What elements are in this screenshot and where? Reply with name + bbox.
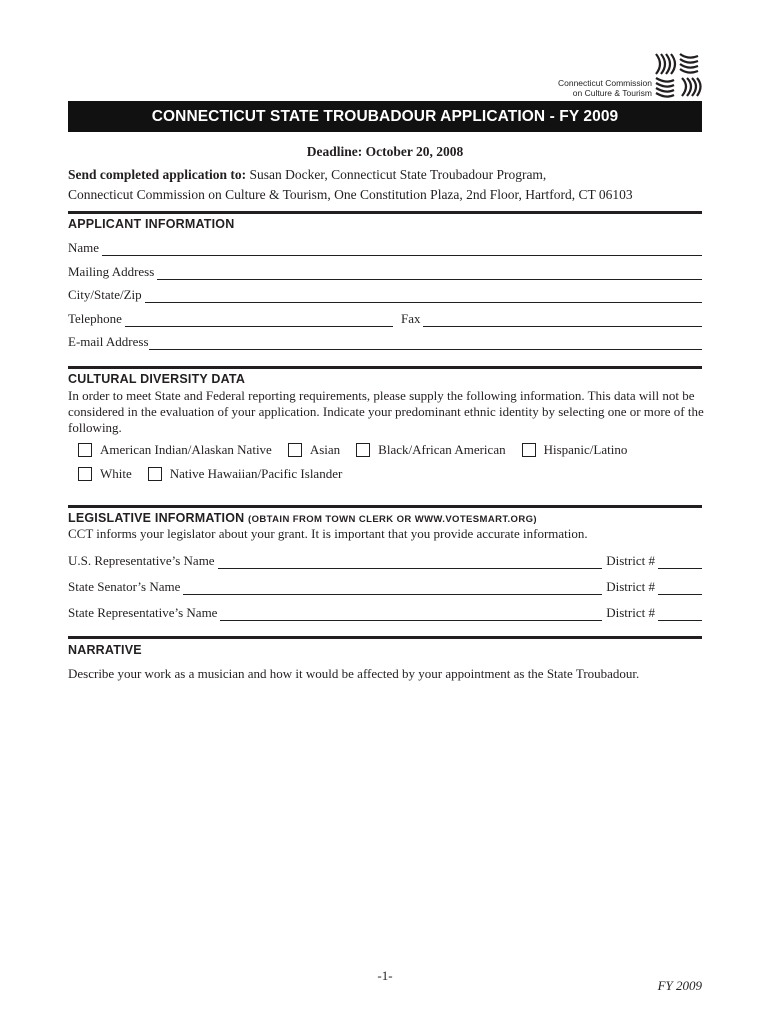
city-label: City/State/Zip xyxy=(68,287,142,302)
senator-label: State Senator’s Name xyxy=(68,579,181,594)
us-representative-row xyxy=(68,551,702,569)
option-label: American Indian/Alaskan Native xyxy=(100,442,272,457)
district-label: District # xyxy=(606,553,655,568)
section-divider xyxy=(68,505,702,508)
legislative-subtitle: (OBTAIN FROM TOWN CLERK OR WWW.VOTESMART.ORG) xyxy=(248,514,537,525)
checkbox[interactable] xyxy=(148,467,162,481)
checkbox[interactable] xyxy=(78,467,92,481)
page-title: CONNECTICUT STATE TROUBADOUR APPLICATION - FY 2009 xyxy=(68,101,702,132)
page-number: -1- xyxy=(377,968,393,983)
district-label: District # xyxy=(606,579,655,594)
option-native-hawaiian[interactable] xyxy=(148,466,343,482)
state-rep-line[interactable] xyxy=(220,608,602,621)
send-label: Send completed application to: xyxy=(68,167,247,182)
fax-label: Fax xyxy=(400,311,421,326)
option-asian[interactable] xyxy=(288,442,340,458)
section-divider xyxy=(68,211,702,214)
deadline: Deadline: October 20, 2008 xyxy=(306,144,464,159)
city-line[interactable] xyxy=(145,290,702,303)
option-white[interactable] xyxy=(78,466,132,482)
diversity-heading: CULTURAL DIVERSITY DATA xyxy=(68,372,246,386)
telephone-fax-row xyxy=(68,309,702,327)
option-hispanic[interactable] xyxy=(522,442,628,458)
send-line-1: Susan Docker, Connecticut State Troubadour Program, xyxy=(249,167,547,182)
us-rep-line[interactable] xyxy=(218,556,603,569)
name-field[interactable] xyxy=(68,238,702,256)
us-rep-label: U.S. Representative’s Name xyxy=(68,553,215,568)
option-label: Black/African American xyxy=(378,442,506,457)
mailing-address-field[interactable] xyxy=(68,262,702,280)
section-divider xyxy=(68,366,702,369)
ethnicity-row-1 xyxy=(78,442,643,458)
district-line[interactable] xyxy=(658,608,702,621)
state-rep-label: State Representative’s Name xyxy=(68,605,218,620)
telephone-line[interactable] xyxy=(125,314,393,327)
telephone-label: Telephone xyxy=(68,311,122,326)
legislative-text: CCT informs your legislator about your grant. It is important that you provide accurate information. xyxy=(68,526,588,541)
checkbox[interactable] xyxy=(522,443,536,457)
mailing-label: Mailing Address xyxy=(68,264,155,279)
legislative-title: LEGISLATIVE INFORMATION xyxy=(68,511,245,525)
option-label: White xyxy=(100,466,132,481)
mailing-line[interactable] xyxy=(157,267,702,280)
narrative-prompt: Describe your work as a musician and how it would be affected by your appointment as the State Troubadour. xyxy=(68,666,640,681)
district-line[interactable] xyxy=(658,582,702,595)
send-line-2: Connecticut Commission on Culture & Tourism, One Constitution Plaza, 2nd Floor, Hartford, CT 06103 xyxy=(68,187,633,202)
logo-text xyxy=(558,78,652,98)
state-senator-row xyxy=(68,577,702,595)
checkbox[interactable] xyxy=(288,443,302,457)
option-label: Hispanic/Latino xyxy=(543,442,628,457)
email-line[interactable] xyxy=(149,337,702,350)
senator-line[interactable] xyxy=(183,582,602,595)
send-instructions xyxy=(68,165,708,205)
option-label: Asian xyxy=(309,442,341,457)
option-label: Native Hawaiian/Pacific Islander xyxy=(169,466,343,481)
option-black[interactable] xyxy=(356,442,505,458)
logo-line-1: Connecticut Commission xyxy=(557,78,652,88)
narrative-heading: NARRATIVE xyxy=(68,643,142,657)
district-label: District # xyxy=(606,605,655,620)
district-line[interactable] xyxy=(658,556,702,569)
section-divider xyxy=(68,636,702,639)
ethnicity-row-2 xyxy=(78,466,358,482)
email-label: E-mail Address xyxy=(68,334,149,349)
checkbox[interactable] xyxy=(356,443,370,457)
commission-logo-icon xyxy=(652,50,702,100)
logo-line-2: on Culture & Tourism xyxy=(572,88,652,98)
applicant-heading: APPLICANT INFORMATION xyxy=(68,217,235,231)
email-field[interactable] xyxy=(68,332,702,350)
state-representative-row xyxy=(68,603,702,621)
option-american-indian[interactable] xyxy=(78,442,272,458)
city-state-zip-field[interactable] xyxy=(68,285,702,303)
legislative-heading xyxy=(68,511,537,525)
name-label: Name xyxy=(68,240,100,255)
footer-fy: FY 2009 xyxy=(657,978,702,993)
fax-line[interactable] xyxy=(423,314,702,327)
checkbox[interactable] xyxy=(78,443,92,457)
name-line[interactable] xyxy=(102,243,702,256)
diversity-text: In order to meet State and Federal reporting requirements, please supply the following information. This data will not be considered in the evaluation of your application. Indicate your predominant ethnic identity by selecting one or more of the following. xyxy=(68,388,704,435)
